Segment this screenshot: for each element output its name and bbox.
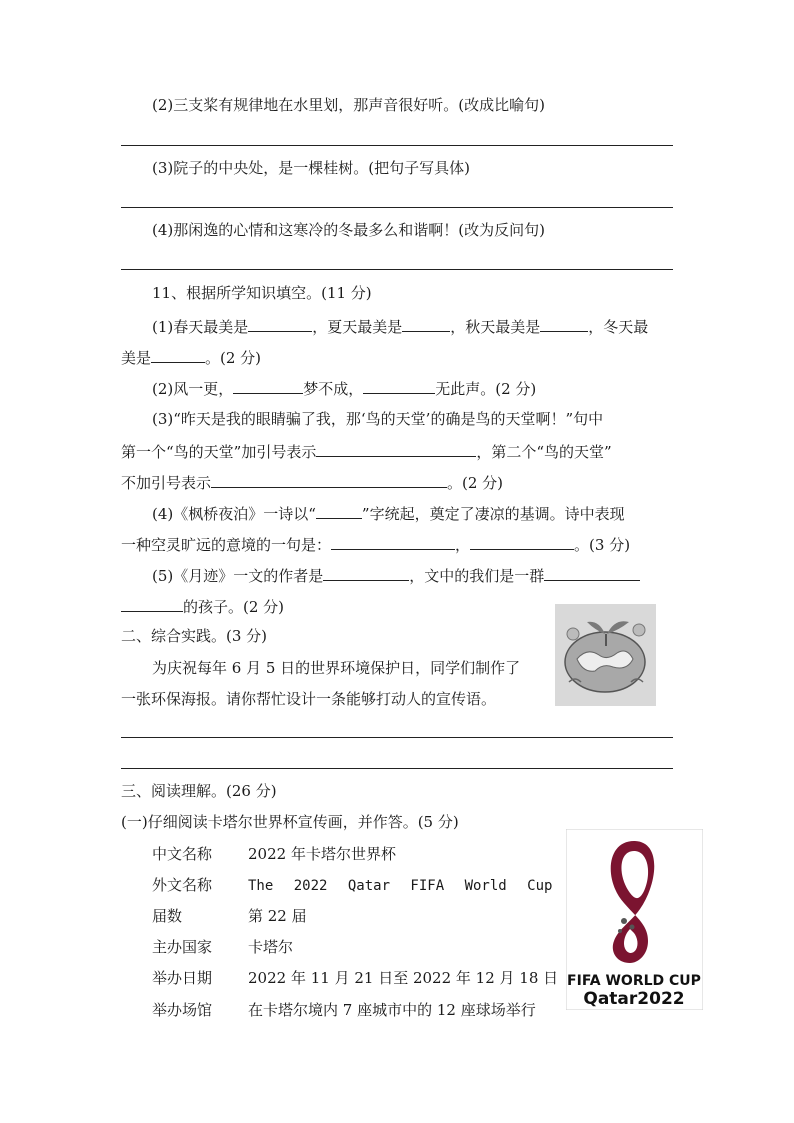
part2-title: 二、综合实践。(3 分) (121, 627, 268, 645)
q11-p1-b: ，夏天最美是 (312, 318, 403, 336)
info-row-dates (152, 968, 558, 988)
q11-p1-a: (1)春天最美是 (152, 318, 249, 336)
blank-first-bird-heaven[interactable] (316, 440, 476, 457)
info-value: 在卡塔尔境内 7 座城市中的 12 座球场举行 (248, 1001, 536, 1019)
q11-part3-line1: (3)“昨天是我的眼睛骗了我，那‘鸟的天堂’的确是鸟的天堂啊！”句中 (152, 410, 604, 428)
q11-p2-b: 梦不成， (303, 380, 364, 398)
q11-p2-a: (2)风一更， (152, 380, 234, 398)
q11-p3-l2-b: ，第二个“鸟的天堂” (476, 443, 612, 461)
part2-line1: 为庆祝每年 6 月 5 日的世界环境保护日，同学们制作了 (152, 659, 521, 677)
question-4-text: (4)那闲逸的心情和这寒冷的冬最多么和谐啊！(改为反问句) (152, 221, 545, 239)
q11-p3-l2-a: 第一个“鸟的天堂”加引号表示 (121, 443, 317, 461)
earth-plant-illustration (555, 604, 656, 706)
q11-part1-line2 (121, 346, 261, 368)
question-11-title: 11、根据所学知识填空。(11 分) (152, 284, 372, 302)
q11-p3-l3-a: 不加引号表示 (121, 474, 212, 492)
info-key: 举办日期 (152, 969, 213, 987)
q11-p4-l1-b: ”字统起，奠定了凄凉的基调。诗中表现 (361, 505, 625, 523)
blank-poem-character[interactable] (316, 502, 362, 519)
part3-title: 三、阅读理解。(26 分) (121, 782, 277, 800)
info-key: 届数 (152, 907, 183, 925)
question-2-text: (2)三支桨有规律地在水里划，那声音很好听。(改成比喻句) (152, 96, 545, 114)
info-row-host-country (152, 937, 293, 957)
question-3-text: (3)院子的中央处，是一棵桂树。(把句子写具体) (152, 159, 470, 177)
info-value: The 2022 Qatar FIFA World Cup (248, 878, 553, 894)
info-value: 2022 年卡塔尔世界杯 (248, 845, 396, 863)
answer-line-slogan-1[interactable] (121, 737, 673, 738)
q11-p3-l3-b: 。(2 分) (447, 474, 504, 492)
q11-p2-c: 无此声。(2 分) (435, 380, 537, 398)
q11-p4-l2-c: 。(3 分) (574, 536, 631, 554)
q11-p1-c: ，秋天最美是 (450, 318, 541, 336)
info-row-venues (152, 1000, 536, 1020)
info-row-chinese-name (152, 844, 396, 864)
q11-p1-d: ，冬天最 (588, 318, 649, 336)
blank-spring[interactable] (248, 315, 312, 332)
blank-second-bird-heaven[interactable] (211, 471, 447, 488)
blank-winter[interactable] (151, 346, 205, 363)
info-key: 外文名称 (152, 876, 213, 894)
blank-poem-1[interactable] (233, 377, 303, 394)
part3-sub1: (一)仔细阅读卡塔尔世界杯宣传画，并作答。(5 分) (121, 813, 459, 831)
info-key: 举办场馆 (152, 1001, 213, 1019)
answer-line-q4[interactable] (121, 269, 673, 270)
info-value: 2022 年 11 月 21 日至 2022 年 12 月 18 日 (248, 969, 559, 987)
blank-author[interactable] (323, 564, 409, 581)
q11-p5-l1-a: (5)《月迹》一文的作者是 (152, 567, 324, 585)
info-value: 第 22 届 (248, 907, 307, 925)
q11-p1-f: 。(2 分) (205, 349, 262, 367)
q11-p4-l2-b: ， (455, 536, 471, 554)
q11-part2 (152, 377, 536, 399)
q11-part5-line1 (152, 564, 640, 586)
logo-text-line1: FIFA WORLD CUP (567, 973, 701, 989)
info-row-foreign-name (152, 875, 552, 896)
answer-line-slogan-2[interactable] (121, 768, 673, 769)
blank-children[interactable] (121, 595, 183, 612)
info-key: 中文名称 (152, 845, 213, 863)
info-key: 主办国家 (152, 938, 213, 956)
part2-line2: 一张环保海报。请你帮忙设计一条能够打动人的宣传语。 (121, 690, 497, 708)
answer-line-q3[interactable] (121, 207, 673, 208)
q11-p5-l1-b: ，文中的我们是一群 (409, 567, 545, 585)
q11-p4-l1-a: (4)《枫桥夜泊》一诗以“ (152, 505, 316, 523)
info-row-edition (152, 906, 307, 926)
q11-p5-l2: 的孩子。(2 分) (183, 598, 285, 616)
blank-autumn[interactable] (540, 315, 588, 332)
q11-part4-line2 (121, 533, 630, 555)
info-value: 卡塔尔 (248, 938, 294, 956)
q11-part1-line1 (152, 315, 648, 337)
blank-poem-2[interactable] (363, 377, 435, 394)
fifa-world-cup-qatar-logo (566, 829, 703, 1010)
q11-part3-line3 (121, 471, 503, 493)
q11-p1-e: 美是 (121, 349, 152, 367)
answer-line-q2[interactable] (121, 145, 673, 146)
q11-part3-line2 (121, 440, 612, 462)
blank-poem-line-2[interactable] (470, 533, 574, 550)
q11-p4-l2-a: 一种空灵旷远的意境的一句是： (121, 536, 332, 554)
logo-text-line2: Qatar2022 (583, 989, 685, 1009)
blank-poem-line-1[interactable] (331, 533, 455, 550)
blank-summer[interactable] (402, 315, 450, 332)
blank-we-are[interactable] (544, 564, 640, 581)
q11-part4-line1 (152, 502, 625, 524)
q11-part5-line2 (121, 595, 284, 617)
